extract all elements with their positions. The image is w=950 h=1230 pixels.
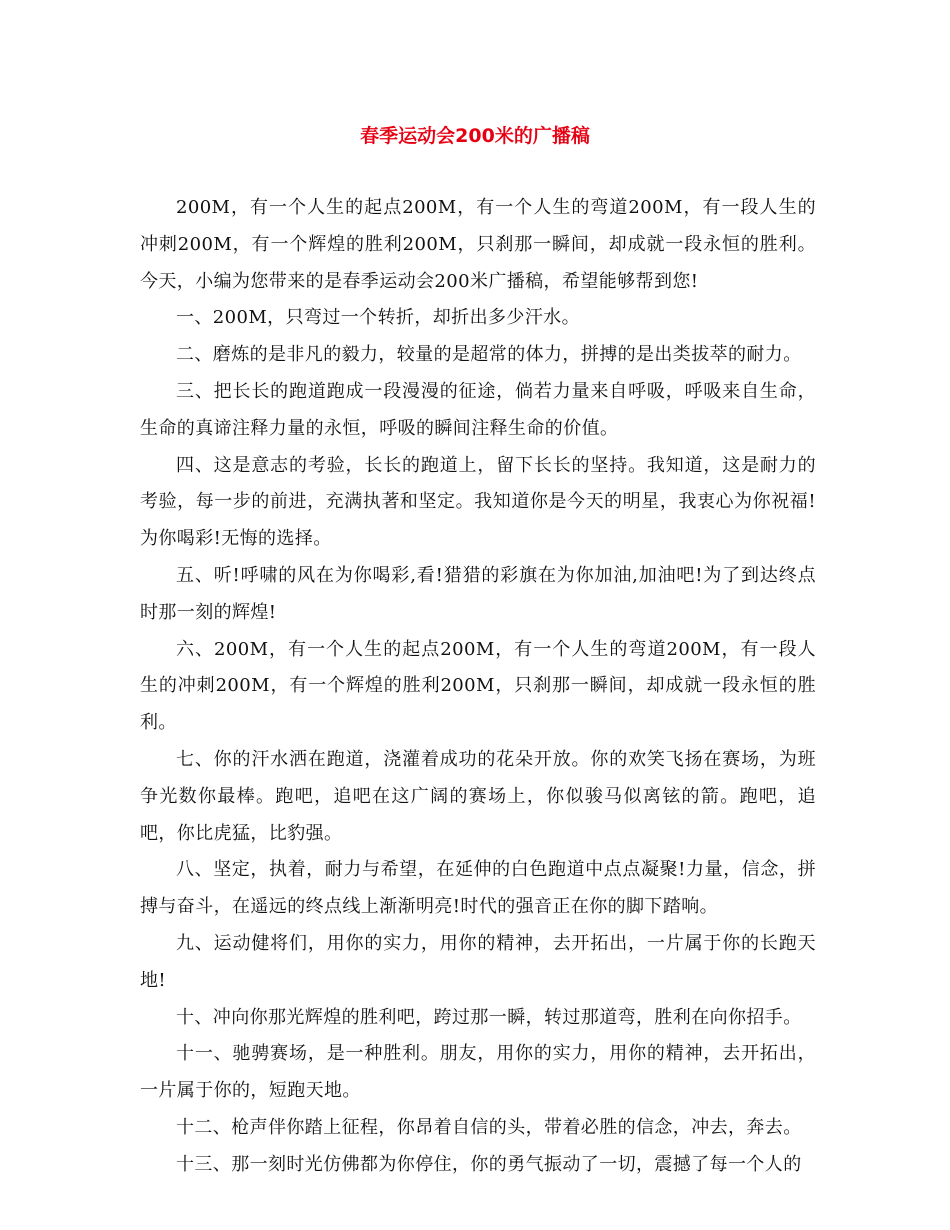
paragraph: 200M，有一个人生的起点200M，有一个人生的弯道200M，有一段人生的冲刺200M，有一个辉煌的胜利200M，只刹那一瞬间，却成就一段永恒的胜利。今天，小编为您带来的是春季运动会200米广播稿，希望能够帮到您! [140, 197, 816, 292]
paragraph: 九、运动健将们，用你的实力，用你的精神，去开拓出，一片属于你的长跑天地! [140, 932, 816, 991]
document-body [140, 190, 816, 1184]
paragraph: 二、磨炼的是非凡的毅力，较量的是超常的体力，拼搏的是出类拔萃的耐力。 [176, 344, 802, 366]
paragraph: 十三、那一刻时光仿佛都为你停住，你的勇气振动了一切，震撼了每一个人的 [176, 1153, 802, 1175]
paragraph: 八、坚定，执着，耐力与希望，在延伸的白色跑道中点点凝聚!力量，信念，拼搏与奋斗，在遥远的终点线上渐渐明亮!时代的强音正在你的脚下踏响。 [140, 859, 816, 918]
document-title: 春季运动会200米的广播稿 [360, 125, 590, 147]
paragraph: 十二、枪声伴你踏上征程，你昂着自信的头，带着必胜的信念，冲去，奔去。 [176, 1116, 802, 1138]
paragraph: 一、200M，只弯过一个转折，却折出多少汗水。 [176, 307, 580, 329]
paragraph: 三、把长长的跑道跑成一段漫漫的征途，倘若力量来自呼吸，呼吸来自生命，生命的真谛注释力量的永恒，呼吸的瞬间注释生命的价值。 [140, 380, 816, 439]
paragraph: 五、听!呼啸的风在为你喝彩,看!猎猎的彩旗在为你加油,加油吧!为了到达终点时那一刻的辉煌! [140, 564, 816, 623]
paragraph: 六、200M，有一个人生的起点200M，有一个人生的弯道200M，有一段人生的冲刺200M，有一个辉煌的胜利200M，只刹那一瞬间，却成就一段永恒的胜利。 [140, 638, 816, 734]
paragraph: 四、这是意志的考验，长长的跑道上，留下长长的坚持。我知道，这是耐力的考验，每一步的前进，充满执著和坚定。我知道你是今天的明星，我衷心为你祝福!为你喝彩!无悔的选择。 [140, 454, 816, 550]
paragraph: 十、冲向你那光辉煌的胜利吧，跨过那一瞬，转过那道弯，胜利在向你招手。 [176, 1006, 802, 1028]
paragraph: 七、你的汗水洒在跑道，浇灌着成功的花朵开放。你的欢笑飞扬在赛场，为班争光数你最棒。跑吧，追吧在这广阔的赛场上，你似骏马似离铉的箭。跑吧，追吧，你比虎猛，比豹强。 [140, 748, 816, 844]
paragraph: 十一、驰骋赛场，是一种胜利。朋友，用你的实力，用你的精神，去开拓出，一片属于你的，短跑天地。 [140, 1043, 816, 1102]
